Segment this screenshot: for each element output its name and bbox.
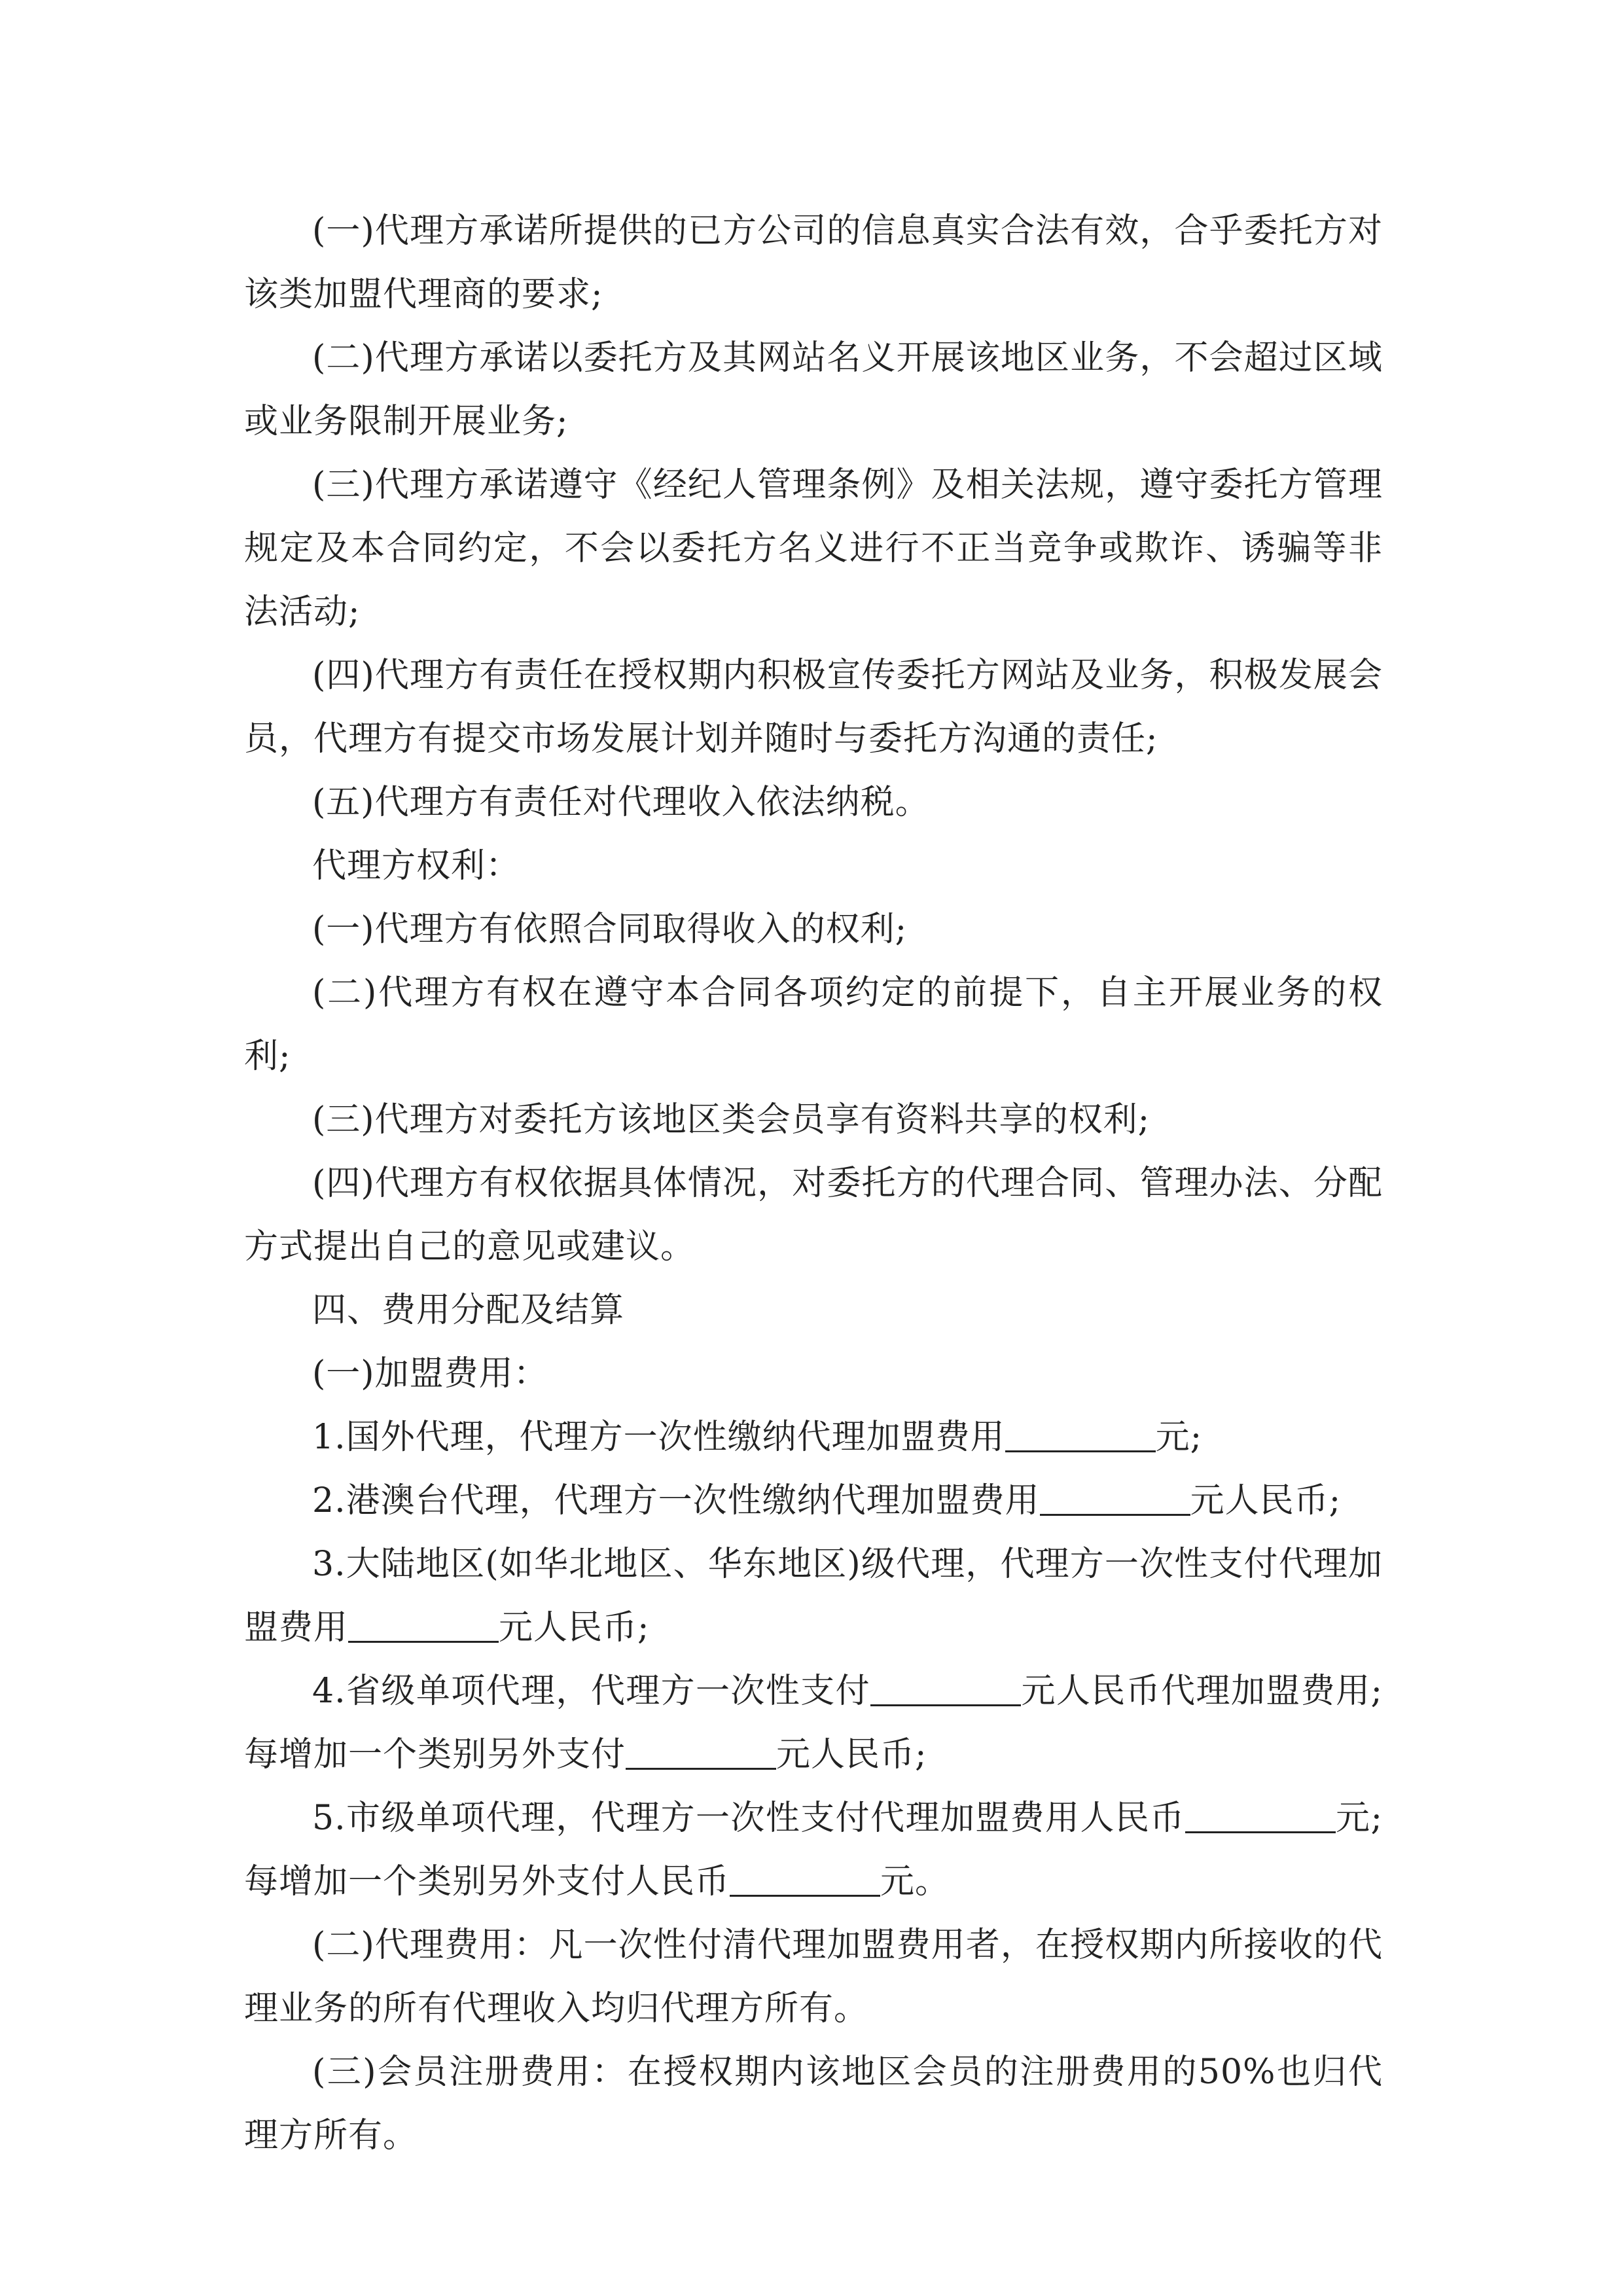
fill-blank[interactable] [626, 1734, 776, 1770]
paragraph-obligation-2: (二)代理方承诺以委托方及其网站名义开展该地区业务，不会超过区域或业务限制开展业务; [244, 338, 1383, 441]
fee-item-4 [244, 1660, 1383, 1787]
fee-item-text: 1.国外代理，代理方一次性缴纳代理加盟费用 [312, 1418, 1005, 1457]
fee-item-2 [244, 1469, 1383, 1533]
fill-blank[interactable] [1005, 1416, 1156, 1452]
paragraph-right-2: (二)代理方有权在遵守本合同各项约定的前提下，自主开展业务的权利; [244, 973, 1383, 1076]
paragraph-obligation-1: (一)代理方承诺所提供的已方公司的信息真实合法有效，合乎委托方对该类加盟代理商的要求; [244, 211, 1383, 314]
paragraph-right-3: (三)代理方对委托方该地区类会员享有资料共享的权利; [312, 1100, 1150, 1139]
fee-item-text: 元; [1155, 1418, 1203, 1457]
fee-item-text: 5.市级单项代理，代理方一次性支付代理加盟费用人民币 [312, 1799, 1185, 1838]
section-heading-fees: 四、费用分配及结算 [312, 1291, 625, 1330]
fee-item-3 [244, 1533, 1383, 1660]
paragraph-obligation-4: (四)代理方有责任在授权期内积极宣传委托方网站及业务，积极发展会员，代理方有提交市场发展计划并随时与委托方沟通的责任; [244, 656, 1383, 759]
fee-item-text: 4.省级单项代理，代理方一次性支付 [312, 1672, 871, 1711]
paragraph-right-4: (四)代理方有权依据具体情况，对委托方的代理合同、管理办法、分配方式提出自己的意见或建议。 [244, 1164, 1383, 1266]
paragraph-obligation-3: (三)代理方承诺遵守《经纪人管理条例》及相关法规，遵守委托方管理规定及本合同约定，不会以委托方名义进行不正当竞争或欺诈、诱骗等非法活动; [244, 465, 1383, 632]
heading-agent-rights: 代理方权利： [312, 846, 521, 886]
fee-item-1 [244, 1406, 1383, 1469]
fee-item-text: 元人民币代理加盟费用;每增加一个类别另外支付 [244, 1672, 1383, 1774]
fee-item-text: 元人民币; [499, 1608, 650, 1647]
fill-blank[interactable] [348, 1607, 499, 1643]
fill-blank[interactable] [1185, 1797, 1336, 1833]
fee-item-text: 3.大陆地区(如华北地区、华东地区)级代理，代理方一次性支付代理加盟费用 [244, 1545, 1383, 1647]
fill-blank[interactable] [870, 1670, 1021, 1706]
fee-item-5 [244, 1787, 1383, 1914]
fee-item-text: 元人民币; [1190, 1481, 1342, 1520]
subheading-franchise-fees: (一)加盟费用： [312, 1354, 548, 1393]
fee-item-text: 元;每增加一个类别另外支付人民币 [244, 1799, 1383, 1901]
fee-item-text: 2.港澳台代理，代理方一次性缴纳代理加盟费用 [312, 1481, 1040, 1520]
fill-blank[interactable] [1040, 1480, 1190, 1516]
document-body [244, 200, 1383, 2168]
paragraph-right-1: (一)代理方有依照合同取得收入的权利; [312, 910, 908, 949]
paragraph-agency-fees: (二)代理费用：凡一次性付清代理加盟费用者，在授权期内所接收的代理业务的所有代理收入均归代理方所有。 [244, 1926, 1383, 2028]
paragraph-member-registration-fees: (三)会员注册费用：在授权期内该地区会员的注册费用的50%也归代理方所有。 [244, 2053, 1383, 2155]
fee-item-text: 元人民币; [776, 1735, 927, 1774]
paragraph-obligation-5: (五)代理方有责任对代理收入依法纳税。 [312, 783, 930, 822]
fee-item-text: 元。 [880, 1862, 950, 1901]
fill-blank[interactable] [730, 1861, 880, 1897]
